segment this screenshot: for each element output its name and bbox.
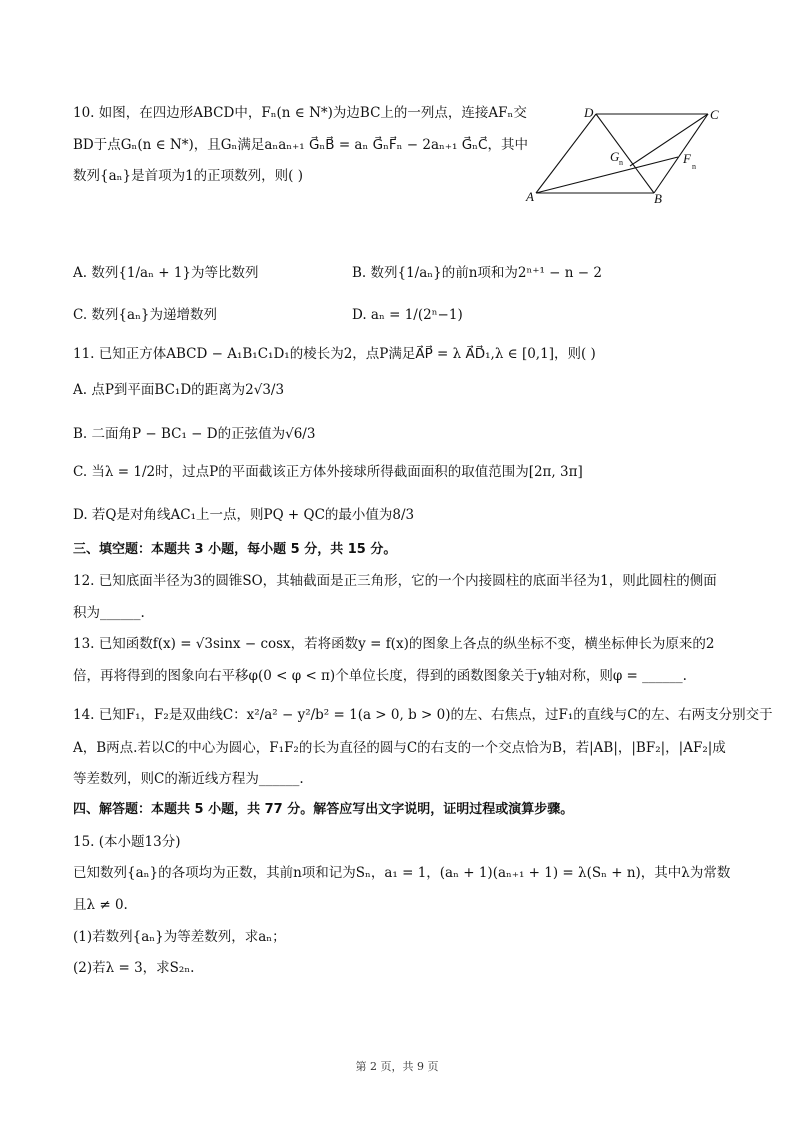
q15-line1: 已知数列{aₙ}的各项均为正数，其前n项和记为Sₙ，a₁ = 1，(aₙ + 1)(aₙ₊₁ + 1) = λ(Sₙ + n)，其中λ为常数 (73, 865, 731, 881)
section-3-heading: 三、填空题：本题共 3 小题，每小题 5 分，共 15 分。 (73, 542, 397, 557)
q11-stem: 11. 已知正方体ABCD − A₁B₁C₁D₁的棱长为2，点P满足A⃗P⃗ = λ A⃗D⃗₁,λ ∈ [0,1]，则( ) (73, 346, 596, 362)
label-C: C (710, 107, 719, 122)
diagonal-BD (596, 114, 654, 193)
q15-part1: (1)若数列{aₙ}为等差数列，求aₙ； (73, 929, 286, 945)
line-AFn (536, 157, 678, 193)
section-4-heading: 四、解答题：本题共 5 小题，共 77 分。解答应写出文字说明，证明过程或演算步骤。 (73, 802, 574, 817)
label-Fn: F (683, 151, 691, 166)
q14-line1: 14. 已知F₁，F₂是双曲线C：x²/a² − y²/b² = 1(a > 0, b > 0)的左、右焦点，过F₁的直线与C的左、右两支分别交于 (73, 707, 773, 723)
q10-line3: 数列{aₙ}是首项为1的正项数列，则( ) (73, 168, 303, 184)
q13-line1: 13. 已知函数f(x) = √3sinx − cosx，若将函数y = f(x)的图象上各点的纵坐标不变，横坐标伸长为原来的2 (73, 636, 715, 652)
label-B: B (654, 191, 662, 206)
q12-line2: 积为______. (73, 605, 145, 621)
q10-option-c: C. 数列{aₙ}为递增数列 (73, 307, 217, 323)
label-A: A (526, 189, 534, 204)
q15-part2: (2)若λ = 3，求S₂ₙ. (73, 960, 195, 976)
q10-line1: 10. 如图，在四边形ABCD中，Fₙ(n ∈ N*)为边BC上的一列点，连接AFₙ交 (73, 105, 527, 121)
q10-option-b: B. 数列{1/aₙ}的前n项和为2ⁿ⁺¹ − n − 2 (352, 265, 602, 281)
q15-heading: 15. (本小题13分) (73, 834, 181, 850)
q11-option-a: A. 点P到平面BC₁D的距离为2√3/3 (73, 382, 285, 398)
q11-option-b: B. 二面角P − BC₁ − D的正弦值为√6/3 (73, 426, 316, 442)
label-D: D (584, 105, 594, 120)
q10-option-d: D. aₙ = 1/(2ⁿ−1) (352, 307, 463, 323)
q14-line2: A，B两点.若以C的中心为圆心，F₁F₂的长为直径的圆与C的右支的一个交点恰为B，若|AB|，|BF₂|，|AF₂|成 (73, 740, 726, 756)
edge-CB (654, 114, 708, 193)
q11-option-d: D. 若Q是对角线AC₁上一点，则PQ + QC的最小值为8/3 (73, 507, 415, 523)
page-footer: 第 2 页，共 9 页 (355, 1060, 439, 1073)
label-Gn-sub: n (619, 158, 623, 167)
q15-line2: 且λ ≠ 0. (73, 897, 128, 913)
label-Gn: G (610, 149, 620, 164)
q13-line2: 倍，再将得到的图象向右平移φ(0 < φ < π)个单位长度，得到的函数图象关于y轴对称，则φ = ______. (73, 668, 687, 684)
q11-option-c: C. 当λ = 1/2时，过点P的平面截该正方体外接球所得截面面积的取值范围为[2π, 3π] (73, 464, 583, 480)
q10-line2: BD于点Gₙ(n ∈ N*)，且Gₙ满足aₙaₙ₊₁ G⃗ₙB⃗ = aₙ G⃗ₙF⃗ₙ − 2aₙ₊₁ G⃗ₙC⃗，其中 (73, 137, 528, 153)
edge-AD (536, 114, 596, 193)
q12-line1: 12. 已知底面半径为3的圆锥SO，其轴截面是正三角形，它的一个内接圆柱的底面半径为1，则此圆柱的侧面 (73, 573, 717, 589)
label-Fn-sub: n (692, 162, 696, 171)
q10-option-a: A. 数列{1/aₙ + 1}为等比数列 (73, 265, 259, 281)
quadrilateral-figure (520, 100, 730, 210)
line-GnC (630, 114, 708, 166)
q14-line3: 等差数列，则C的渐近线方程为______. (73, 771, 304, 787)
